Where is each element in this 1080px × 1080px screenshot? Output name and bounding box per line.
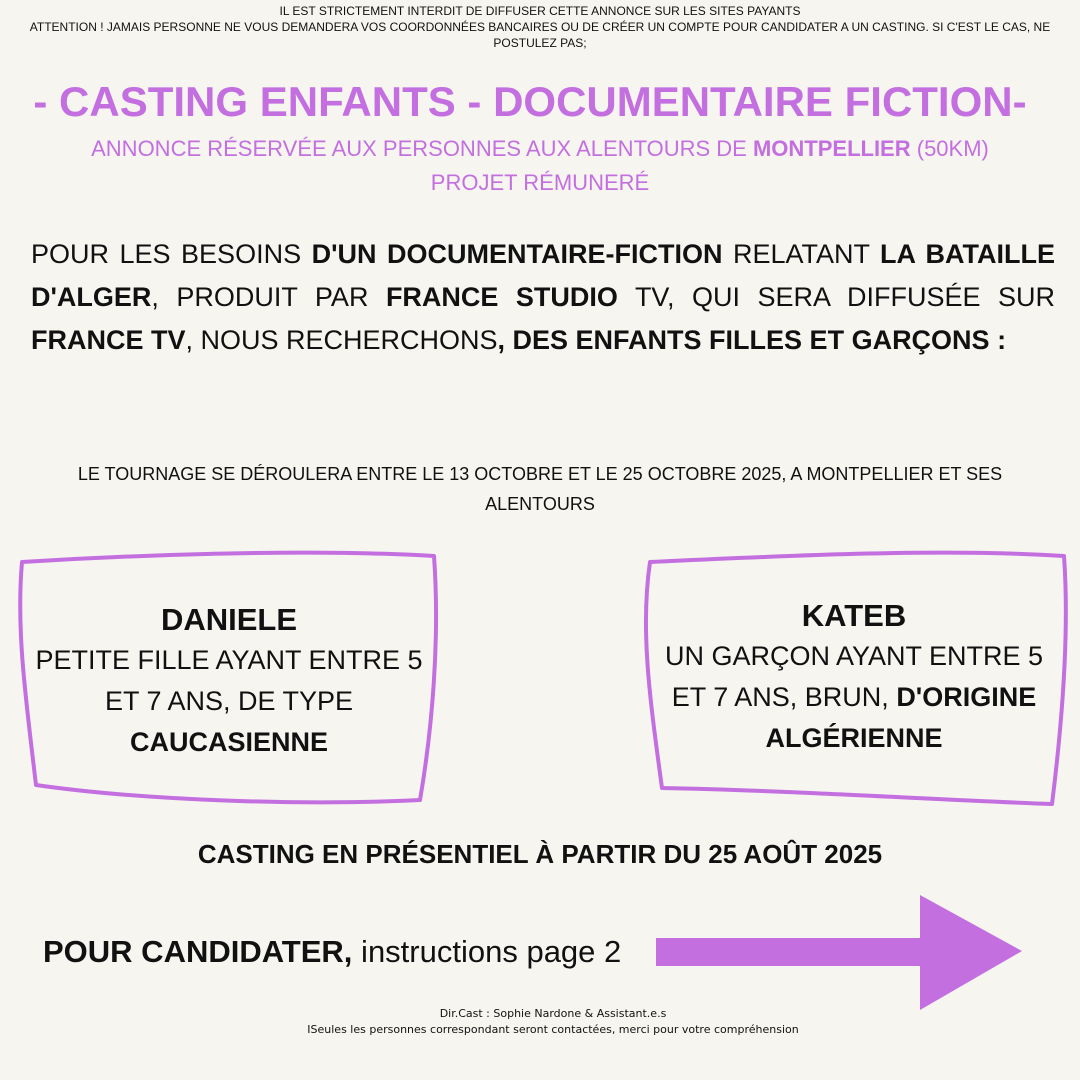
intro-text-3: , PRODUIT PAR xyxy=(151,282,386,312)
role-card-kateb xyxy=(652,596,1056,759)
intro-bold-3: FRANCE STUDIO xyxy=(385,282,618,312)
apply-label: POUR CANDIDATER, xyxy=(43,934,353,969)
warning-line-1: IL EST STRICTEMENT INTERDIT DE DIFFUSER CETTE ANNONCE SUR LES SITES PAYANTS xyxy=(279,4,801,18)
intro-text-5: , NOUS RECHERCHONS xyxy=(185,325,498,355)
page-title: - CASTING ENFANTS - DOCUMENTAIRE FICTION- xyxy=(33,78,1027,125)
role-desc-line-1: UN GARÇON AYANT ENTRE 5 xyxy=(664,641,1044,671)
role-desc-line-2-text: ET 7 ANS, BRUN, xyxy=(671,682,897,712)
intro-text-4: TV, QUI SERA DIFFUSÉE SUR xyxy=(617,282,1055,312)
shooting-info: LE TOURNAGE SE DÉROULERA ENTRE LE 13 OCTOBRE ET LE 25 OCTOBRE 2025, A MONTPELLIER ET SES ALENTOURS xyxy=(77,464,1003,514)
intro-text-2: RELATANT xyxy=(722,239,881,269)
intro-bold-1: D'UN DOCUMENTAIRE-FICTION xyxy=(311,239,723,269)
casting-date: CASTING EN PRÉSENTIEL À PARTIR DU 25 AOÛT 2025 xyxy=(197,839,883,869)
role-desc-line-2-bold: D'ORIGINE xyxy=(896,682,1037,712)
role-desc-bold: ALGÉRIENNE xyxy=(765,723,943,753)
intro-text-1: POUR LES BESOINS xyxy=(31,239,312,269)
apply-instructions xyxy=(43,930,621,974)
role-name: DANIELE xyxy=(160,602,298,637)
role-desc-line-1: PETITE FILLE AYANT ENTRE 5 xyxy=(35,645,423,675)
role-card-daniele xyxy=(24,600,434,763)
subtitle-prefix: ANNONCE RÉSERVÉE AUX PERSONNES AUX ALENTOURS DE xyxy=(91,136,753,161)
credits xyxy=(0,1006,1080,1038)
credits-director: Dir.Cast : Sophie Nardone & Assistant.e.s xyxy=(439,1007,667,1020)
subtitle-paid: PROJET RÉMUNERÉ xyxy=(430,170,650,195)
subtitle-city: MONTPELLIER xyxy=(752,136,911,161)
intro-bold-5: , DES ENFANTS FILLES ET GARÇONS : xyxy=(497,325,1007,355)
intro-bold-4: FRANCE TV xyxy=(31,325,186,355)
role-desc-line-2 xyxy=(652,677,1056,718)
role-name: KATEB xyxy=(801,598,907,633)
apply-text: instructions page 2 xyxy=(352,934,622,969)
credits-note: ISeules les personnes correspondant seront contactées, merci pour votre compréhension xyxy=(307,1023,799,1036)
warning-line-2: ATTENTION ! JAMAIS PERSONNE NE VOUS DEMANDERA VOS COORDONNÉES BANCAIRES OU DE CRÉER UN COMPTE POUR CANDIDATER A UN CASTING. SI C'EST LE CAS, NE POSTULEZ PAS; xyxy=(29,20,1051,50)
role-desc-line-2: ET 7 ANS, DE TYPE xyxy=(104,686,354,716)
role-desc-bold: CAUCASIENNE xyxy=(129,727,329,757)
subtitle-suffix: (50KM) xyxy=(910,136,989,161)
right-arrow-icon xyxy=(656,895,1022,1010)
intro-bold-2: LA BATAILLE D'ALGER xyxy=(31,239,1055,312)
